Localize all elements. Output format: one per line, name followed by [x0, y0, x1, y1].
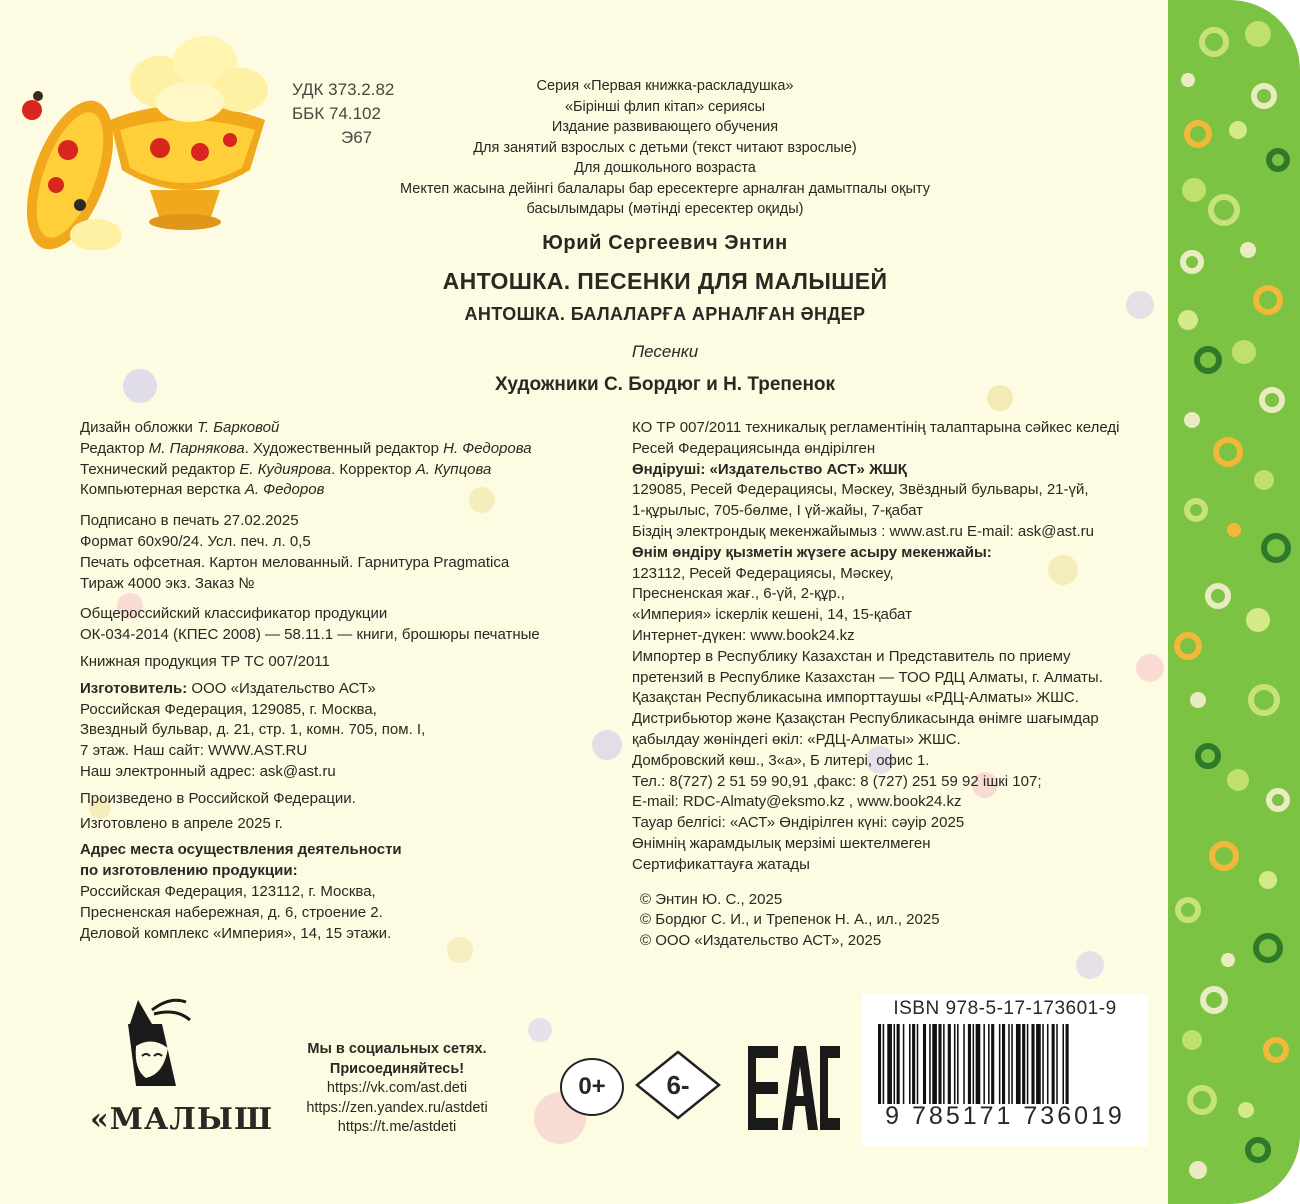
importer-line: Тауар белгісі: «АСТ» Өндірілген күні: сәуір 2025	[632, 814, 965, 832]
malysh-publisher-logo	[90, 990, 200, 1102]
bbk-code: ББК 74.102	[292, 104, 381, 123]
isbn-number: ISBN 978-5-17-173601-9	[893, 998, 1117, 1019]
series-line: Мектеп жасына дейінгі балалары бар ересектерге арналған дамытпалы оқыту	[400, 180, 930, 197]
eac-certification-mark	[748, 1046, 840, 1130]
importer-line: Домбровский көш., 3«а», Б литері, офис 1.	[632, 751, 930, 769]
producer-line: Біздің электрондық мекенжайымыз : www.ast.ru E-mail: ask@ast.ru	[632, 522, 1094, 540]
producer-line: 129085, Ресей Федерациясы, Мәскеу, Звёздный бульвары, 21-үй,	[632, 481, 1089, 499]
importer-line: Дистрибьютор және Қазақстан Республикасында өнімге шағымдар	[632, 710, 1099, 728]
series-line: «Бірінші флип кітап» сериясы	[564, 98, 766, 115]
copyright-line: © Энтин Ю. С., 2025	[640, 890, 783, 908]
print-info-line: Подписано в печать 27.02.2025	[80, 512, 299, 530]
age-rating-badge: 0+	[560, 1058, 624, 1116]
band-dots-decoration	[1168, 0, 1300, 1204]
copyright-line: © Бордюг С. И., и Трепенок Н. А., ил., 2025	[640, 911, 940, 929]
manufacturer-address-line: Российская Федерация, 129085, г. Москва,	[80, 700, 377, 718]
genre-label: Песенки	[631, 342, 699, 361]
manufacturer-address-line: Наш электронный адрес: ask@ast.ru	[80, 762, 336, 780]
produced-in-line: Произведено в Российской Федерации.	[80, 789, 356, 807]
book-title-kz: АНТОШКА. БАЛАЛАРҒА АРНАЛҒАН ӘНДЕР	[464, 304, 866, 324]
series-line: басылымдары (мәтінді ересектер оқиды)	[526, 201, 804, 217]
importer-line: E-mail: RDC-Almaty@eksmo.kz , www.book24.kz	[632, 793, 962, 811]
barcode-digits: 9 785171 736019	[885, 1102, 1125, 1130]
importer-line: Интернет-дүкен: www.book24.kz	[632, 626, 855, 644]
imprint-kz-column	[632, 418, 1162, 952]
tr-ts-line: Книжная продукция ТР ТС 007/2011	[80, 652, 330, 670]
classifier-line: Общероссийский классификатор продукции	[80, 605, 388, 623]
credit-design: Дизайн обложки Т. Барковой	[80, 419, 280, 436]
age-restriction-diamond	[635, 1050, 721, 1120]
isbn-barcode-block	[862, 994, 1148, 1146]
publisher-logo-text: «МАЛЫШ	[90, 1102, 274, 1137]
illustrators: Художники С. Бордюг и Н. Трепенок	[494, 374, 836, 395]
manufacturer-line: Изготовитель: ООО «Издательство АСТ»	[80, 679, 376, 697]
series-line: Серия «Первая книжка-раскладушка»	[536, 78, 794, 94]
manufactured-date-line: Изготовлено в апреле 2025 г.	[80, 814, 283, 832]
udk-code: УДК 373.2.82	[292, 80, 395, 99]
production-address-heading: по изготовлению продукции:	[80, 862, 298, 880]
production-address-line: Российская Федерация, 123112, г. Москва,	[80, 882, 376, 900]
social-link-telegram[interactable]: https://t.me/astdeti	[337, 1119, 457, 1135]
compliance-line: Ресей Федерациясында өндірілген	[632, 439, 876, 457]
barcode-bars	[876, 1024, 1134, 1104]
series-line: Для занятий взрослых с детьми (текст читают взрослые)	[473, 139, 857, 156]
author-mark: Э67	[341, 128, 373, 147]
series-line: Для дошкольного возраста	[574, 160, 756, 176]
social-heading: Присоединяйтесь!	[329, 1060, 465, 1077]
classifier-line: ОК-034-2014 (КПЕС 2008) — 58.11.1 — книги, брошюры печатные	[80, 626, 540, 644]
compliance-line: КО ТР 007/2011 техникалық регламентінің талаптарына сәйкес келеді	[632, 419, 1120, 436]
importer-line: Тел.: 8(727) 2 51 59 90,91 ,факс: 8 (727) 251 59 92 ішкі 107;	[632, 772, 1042, 790]
service-address-line: 123112, Ресей Федерациясы, Мәскеу,	[632, 564, 894, 582]
age-restriction-label: 6-	[666, 1070, 690, 1100]
service-address-heading: Өнім өндіру қызметін жүзеге асыру мекенжайы:	[632, 543, 992, 561]
dumpling-pot-illustration	[10, 20, 270, 250]
social-link-vk[interactable]: https://vk.com/ast.deti	[326, 1080, 468, 1096]
series-line: Издание развивающего обучения	[551, 119, 779, 135]
series-info	[330, 76, 1000, 220]
importer-line: Өнімнің жарамдылық мерзімі шектелмеген	[632, 834, 931, 852]
production-address-line: Деловой комплекс «Империя», 14, 15 этажи.	[80, 924, 392, 942]
social-link-zen[interactable]: https://zen.yandex.ru/astdeti	[306, 1099, 488, 1116]
credit-tech-editor: Технический редактор Е. Кудиярова. Корректор А. Купцова	[80, 460, 492, 478]
copyright-line: © ООО «Издательство АСТ», 2025	[640, 932, 882, 950]
producer-heading: Өндіруші: «Издательство АСТ» ЖШҚ	[632, 460, 907, 478]
manufacturer-address-line: Звездный бульвар, д. 21, стр. 1, комн. 705, пом. I,	[80, 721, 426, 739]
credit-layout: Компьютерная верстка А. Федоров	[80, 481, 325, 499]
service-address-line: «Империя» іскерлік кешені, 14, 15-қабат	[632, 606, 912, 624]
social-heading: Мы в социальных сетях.	[307, 1041, 487, 1057]
print-info-line: Печать офсетная. Картон мелованный. Гарнитура Pragmatica	[80, 553, 510, 571]
green-side-band	[1168, 0, 1300, 1204]
service-address-line: Пресненская жағ., 6-үй, 2-құр.,	[632, 585, 845, 603]
importer-line: претензий в Республике Казахстан — ТОО РДЦ Алматы, г. Алматы.	[632, 668, 1103, 686]
importer-line: Қазақстан Республикасына импорттаушы «РДЦ-Алматы» ЖШС.	[632, 689, 1079, 707]
print-info-line: Тираж 4000 экз. Заказ №	[80, 574, 255, 592]
credit-editors: Редактор М. Парнякова. Художественный редактор Н. Федорова	[80, 439, 532, 457]
importer-line: Сертификаттауға жатады	[632, 855, 810, 873]
author-name: Юрий Сергеевич Энтин	[542, 232, 788, 254]
social-links	[272, 1040, 522, 1138]
print-info-line: Формат 60х90/24. Усл. печ. л. 0,5	[80, 532, 311, 550]
book-title-ru: АНТОШКА. ПЕСЕНКИ ДЛЯ МАЛЫШЕЙ	[442, 268, 888, 294]
importer-line: Импортер в Республику Казахстан и Представитель по приему	[632, 647, 1071, 665]
imprint-ru-column	[80, 418, 620, 944]
producer-line: 1-құрылыс, 705-бөлме, I үй-жайы, 7-қабат	[632, 502, 924, 520]
manufacturer-address-line: 7 этаж. Наш сайт: WWW.AST.RU	[80, 742, 308, 760]
production-address-line: Пресненская набережная, д. 6, строение 2.	[80, 903, 383, 921]
production-address-heading: Адрес места осуществления деятельности	[80, 841, 402, 859]
importer-line: қабылдау жөніндегі өкіл: «РДЦ-Алматы» ЖШС.	[632, 730, 961, 748]
